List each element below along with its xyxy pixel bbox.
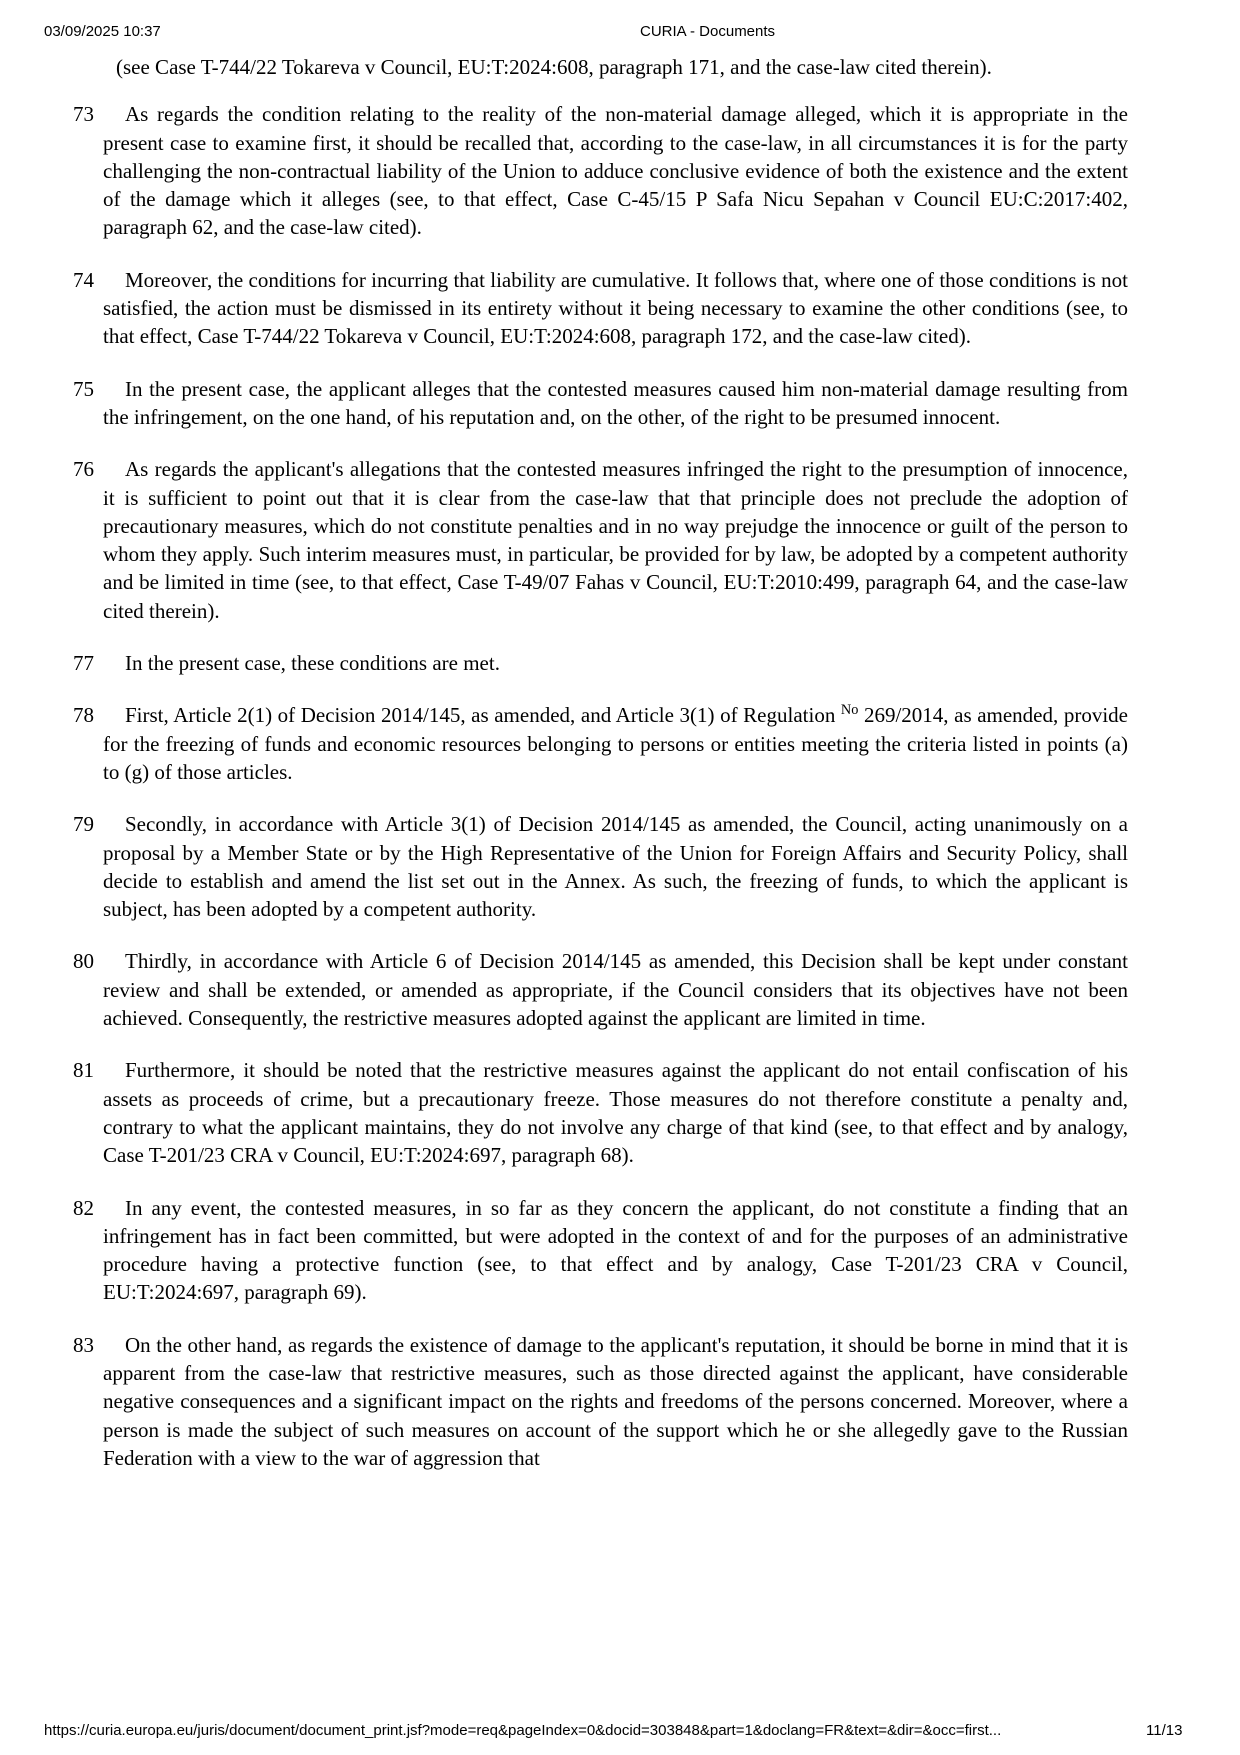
paragraph-number: 78 bbox=[73, 703, 94, 728]
paragraph-number: 79 bbox=[73, 812, 94, 837]
paragraph-81 bbox=[73, 1056, 1128, 1169]
paragraph-73 bbox=[73, 100, 1128, 241]
paragraph-75 bbox=[73, 375, 1128, 432]
paragraph-number: 80 bbox=[73, 949, 94, 974]
paragraph-text: In the present case, these conditions are met. bbox=[125, 651, 500, 676]
paragraph-text: Secondly, in accordance with Article 3(1) of Decision 2014/145 as amended, the Council, acting unanimously on a proposal by a Member State or by the High Representative of the Union for Foreign Affairs and Security Policy, shall decide to establish and amend the list set out in the Annex. As such, the freezing of funds, to which the applicant is subject, has been adopted by a competent authority. bbox=[103, 812, 1128, 922]
footer-page-number: 11/13 bbox=[1146, 1722, 1183, 1739]
paragraph-79 bbox=[73, 810, 1128, 923]
paragraph-number: 74 bbox=[73, 267, 94, 292]
paragraph-text: As regards the condition relating to the reality of the non-material damage alleged, which it is appropriate in the present case to examine first, it should be recalled that, according to the case-law, in all circumstances it is for the party challenging the non-contractual liability of the Union to adduce conclusive evidence of both the existence and the extent of the damage which it alleges (see, to that effect, Case C-45/15 P Safa Nicu Sepahan v Council EU:C:2017:402, paragraph 62, and the case-law cited). bbox=[103, 102, 1128, 240]
paragraph-number: 82 bbox=[73, 1195, 94, 1220]
paragraph-text: Moreover, the conditions for incurring that liability are cumulative. It follows that, where one of those conditions is not satisfied, the action must be dismissed in its entirety without it being necessary to examine the other conditions (see, to that effect, Case T-744/22 Tokareva v Council, EU:T:2024:608, paragraph 172, and the case-law cited). bbox=[103, 267, 1128, 349]
paragraph-text-segment: First, Article 2(1) of Decision 2014/145, as amended, and Article 3(1) of Regulation bbox=[125, 703, 841, 728]
paragraph-text: Furthermore, it should be noted that the restrictive measures against the applicant do not entail confiscation of his assets as proceeds of crime, but a precautionary freeze. Those measures do not therefore constitute a penalty and, contrary to what the applicant maintains, they do not involve any charge of that kind (see, to that effect and by analogy, Case T-201/23 CRA v Council, EU:T:2024:697, paragraph 68). bbox=[103, 1058, 1128, 1168]
paragraph-number: 77 bbox=[73, 651, 94, 676]
paragraph-80 bbox=[73, 947, 1128, 1032]
header-title: CURIA - Documents bbox=[640, 23, 776, 40]
document-body bbox=[73, 53, 1128, 1496]
carryover-line: (see Case T-744/22 Tokareva v Council, EU:T:2024:608, paragraph 171, and the case-law cited therein). bbox=[116, 55, 992, 79]
superscript-no: No bbox=[840, 702, 859, 719]
paragraph-77 bbox=[73, 649, 1128, 677]
paragraph-text: In any event, the contested measures, in so far as they concern the applicant, do not constitute a finding that an infringement has in fact been committed, but were adopted in the context of and for the purposes of an administrative procedure having a protective function (see, to that effect and by analogy, Case T-201/23 CRA v Council, EU:T:2024:697, paragraph 69). bbox=[103, 1195, 1128, 1305]
paragraph-number: 76 bbox=[73, 457, 94, 482]
header-datetime: 03/09/2025 10:37 bbox=[44, 23, 161, 40]
paragraph-78 bbox=[73, 701, 1128, 786]
paragraph-text: Thirdly, in accordance with Article 6 of Decision 2014/145 as amended, this Decision shall be kept under constant review and shall be extended, or amended as appropriate, if the Council considers that its objectives have not been achieved. Consequently, the restrictive measures adopted against the applicant are limited in time. bbox=[103, 949, 1128, 1031]
paragraph-number: 83 bbox=[73, 1332, 94, 1357]
paragraph-76 bbox=[73, 455, 1128, 625]
paragraph-number: 81 bbox=[73, 1058, 94, 1083]
paragraph-text bbox=[103, 701, 1128, 786]
paragraph-text-segment: 269/2014, as amended, provide for the freezing of funds and economic resources belonging to persons or entities meeting the criteria listed in points (a) to (g) of those articles. bbox=[103, 703, 1128, 784]
paragraph-number: 75 bbox=[73, 376, 94, 401]
footer-url: https://curia.europa.eu/juris/document/document_print.jsf?mode=req&pageIndex=0&docid=303848&part=1&doclang=FR&text=&dir=&occ=first... bbox=[44, 1722, 1002, 1739]
paragraph-number: 73 bbox=[73, 102, 94, 127]
paragraph-text: On the other hand, as regards the existence of damage to the applicant's reputation, it should be borne in mind that it is apparent from the case-law that restrictive measures, such as those directed against the applicant, have considerable negative consequences and a significant impact on the rights and freedoms of the persons concerned. Moreover, where a person is made the subject of such measures on account of the support which he or she allegedly gave to the Russian Federation with a view to the war of aggression that bbox=[103, 1332, 1128, 1470]
paragraph-74 bbox=[73, 266, 1128, 351]
paragraph-text: In the present case, the applicant alleges that the contested measures caused him non-material damage resulting from the infringement, on the one hand, of his reputation and, on the other, of the right to be presumed innocent. bbox=[103, 376, 1128, 429]
paragraph-text: As regards the applicant's allegations that the contested measures infringed the right to the presumption of innocence, it is sufficient to point out that it is clear from the case-law that that principle does not preclude the adoption of precautionary measures, which do not constitute penalties and in no way prejudge the innocence or guilt of the person to whom they apply. Such interim measures must, in particular, be provided for by law, be adopted by a competent authority and be limited in time (see, to that effect, Case T-49/07 Fahas v Council, EU:T:2010:499, paragraph 64, and the case-law cited therein). bbox=[103, 457, 1128, 623]
paragraph-83 bbox=[73, 1331, 1128, 1472]
paragraph-82 bbox=[73, 1194, 1128, 1307]
